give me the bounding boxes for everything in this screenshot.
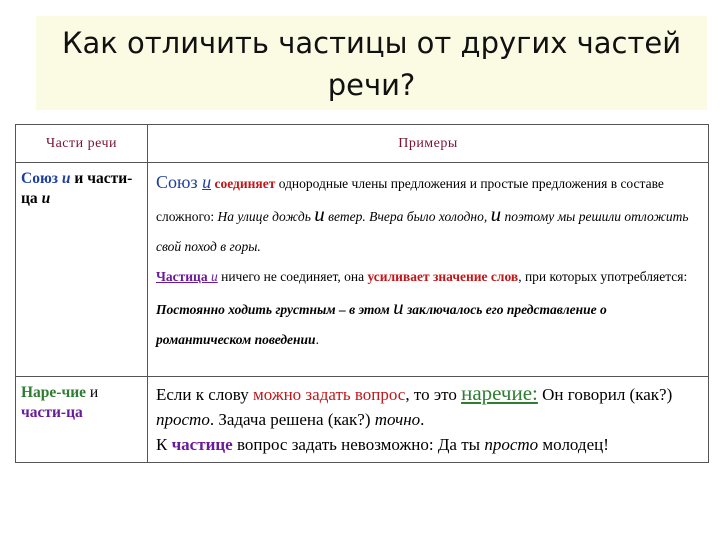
particle-q-1: К [156,435,172,454]
label-conjunction-i: и [61,170,71,187]
label-adverb: Наре-чие [21,384,87,401]
example-sentence-4: Постоянно ходить грустным – в этом [156,302,394,317]
example-particle [148,262,708,355]
header-examples: Примеры [148,125,709,163]
example-i-2: и [490,202,502,226]
adverb-word: наречие: [461,381,538,405]
page-title: Как отличить частицы от других частей речи? [61,26,682,102]
label-and-particle: и части-ца [21,170,133,207]
table-row [16,377,709,463]
particle-rule: ничего не соединяет, она [217,269,368,284]
conjunction-i: и [202,172,212,192]
label-particle: части-ца [21,404,83,421]
example-sentence-5: заключалось его представление о романтическом поведении [156,302,607,347]
example-sentence-3: поэтому мы решили отложить свой поход в горы. [156,209,689,254]
comparison-table [15,124,709,463]
row-examples-conjunction-particle [148,163,709,377]
particle-rule-2: , при которых употребляется: [518,269,688,284]
adverb-question: можно задать вопрос [253,385,406,404]
particle-i: и [210,269,218,284]
particle-q-3: молодец! [538,435,609,454]
conjunction-rule: однородные члены предложения и простые предложения в составе сложного: [156,176,664,224]
conjunction-connects: соединяет [211,176,276,191]
row-label-conjunction-particle [16,163,148,377]
header-parts-of-speech: Части речи [16,125,148,163]
row-examples-adverb-particle [148,377,709,463]
particle-intensifies: усиливает значение слов [367,269,519,284]
table-header-row [16,125,709,163]
conjunction-word: Союз [156,172,203,192]
example-sentence-1: На улице дождь [217,209,315,224]
particle-q-prosto: просто [484,435,539,454]
particle-q-word: частице [171,435,233,454]
table-row [16,163,709,377]
example-i-1: и [314,202,325,226]
label-and: и [86,384,99,401]
example-conjunction [148,163,708,262]
adverb-rule-1: Если к слову [156,385,253,404]
particle-word: Частица [156,269,208,284]
example-particle-question [148,432,708,457]
adverb-tochno: точно [374,410,421,429]
particle-q-2: вопрос задать невозможно: Да ты [232,435,485,454]
adverb-rule-2: , то это [405,385,462,404]
adverb-example-2: . Задача решена (как?) [209,410,375,429]
adverb-example-1: Он говорил (как?) [537,385,673,404]
example-period: . [315,332,319,347]
example-sentence-2: ветер. Вчера было холодно, [324,209,491,224]
example-adverb [148,377,708,432]
row-label-adverb-particle [16,377,148,463]
label-conjunction: Союз [21,170,62,187]
example-i-3: и [393,295,404,319]
adverb-period: . [420,410,425,429]
adverb-prosto: просто [156,410,210,429]
label-particle-i: и [41,190,51,207]
